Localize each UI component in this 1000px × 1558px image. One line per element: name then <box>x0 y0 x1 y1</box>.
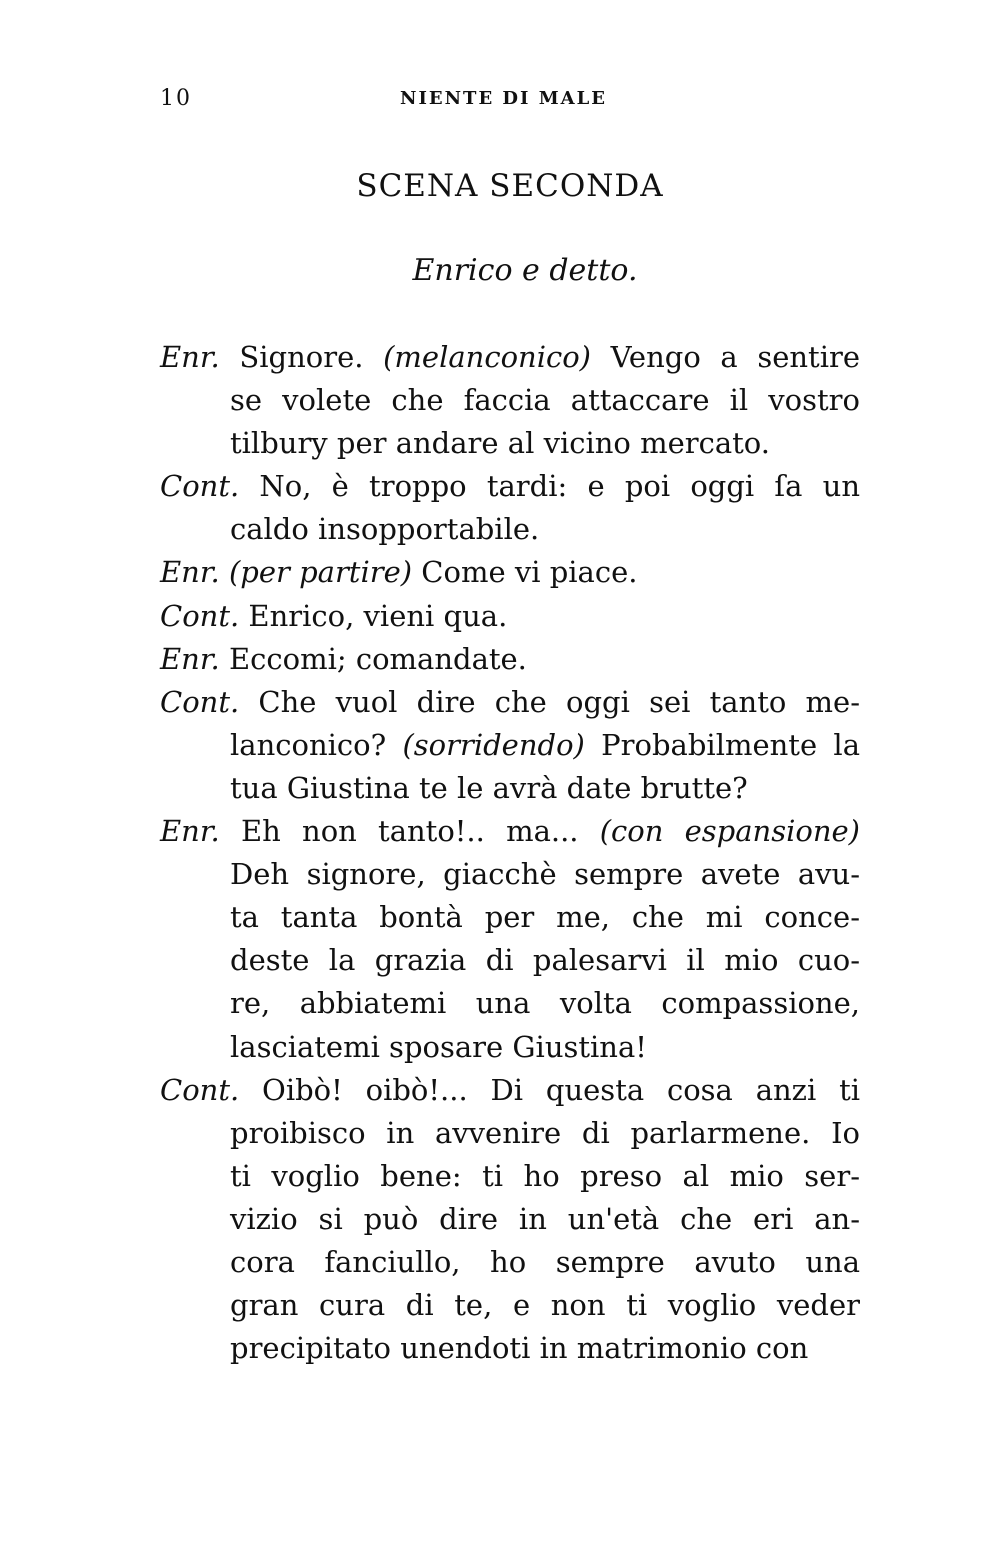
speech-line <box>230 939 860 982</box>
stage-direction: (sorridendo) <box>402 727 585 762</box>
speech-text: Oibò! oibò!... Di questa cosa anzi ti <box>239 1072 860 1107</box>
speech-line <box>230 1112 860 1155</box>
speech-text <box>220 555 229 589</box>
speaker-name: Enr. <box>160 555 220 590</box>
speech-text: gran cura di te, e non ti voglio veder <box>230 1288 860 1323</box>
page-number: 10 <box>160 86 192 111</box>
speech-line <box>230 379 860 422</box>
speech-text: caldo insopportabile. <box>230 512 540 547</box>
speech-line <box>160 810 860 853</box>
speech <box>160 551 860 594</box>
speech-text: Enrico, vieni qua. <box>239 598 508 633</box>
stage-direction: (per partire) <box>228 555 413 590</box>
speech-text: deste la grazia di palesarvi il mio cuo- <box>230 943 860 978</box>
speech-text: precipitato unendoti in matrimonio con <box>230 1331 809 1366</box>
speaker-name: Enr. <box>160 340 220 374</box>
speech-line <box>160 681 860 724</box>
speech-line <box>160 551 860 594</box>
speech-line <box>160 336 861 379</box>
speech-line <box>160 595 860 638</box>
stage-direction: (con espansione) <box>599 814 860 849</box>
stage-direction: (melanconico) <box>383 340 591 374</box>
speech-line <box>230 1198 860 1241</box>
speech-text: lasciatemi sposare Giustina! <box>230 1029 647 1064</box>
speech-line <box>230 896 860 939</box>
speech <box>160 595 860 638</box>
speech-text: tilbury per andare al vicino mercato. <box>230 426 770 461</box>
speech-text: Signore. <box>219 340 384 374</box>
speech-text: Vengo a sentire <box>591 340 861 374</box>
speaker-name: Cont. <box>160 469 240 504</box>
speech-text: Eccomi; comandate. <box>219 641 527 676</box>
dialogue <box>160 336 860 1370</box>
scene-title: SCENA SECONDA <box>356 168 664 204</box>
speech-text: Che vuol dire che oggi sei tanto me- <box>239 684 860 719</box>
speech-line <box>230 1155 860 1198</box>
speaker-name: Enr. <box>160 814 220 849</box>
speech-text: Eh non tanto!.. ma... <box>219 814 600 849</box>
speech-line <box>160 1069 860 1112</box>
speech-line <box>230 1241 860 1284</box>
running-head <box>160 86 860 116</box>
speech <box>160 1069 860 1371</box>
speech-text: ti voglio bene: ti ho preso al mio ser- <box>230 1158 860 1193</box>
speech-text: No, è troppo tardi: e poi oggi ſa un <box>239 469 860 504</box>
speech-text: Come vi piace. <box>412 555 638 590</box>
speaker-name: Cont. <box>160 684 240 719</box>
speech-text: Probabilmente la <box>584 727 860 762</box>
speech-text: se volete che faccia attaccare il vostro <box>230 383 860 418</box>
running-title: NIENTE DI MALE <box>400 88 607 109</box>
speech <box>160 336 860 465</box>
speech-text: proibisco in avvenire di parlarmene. Io <box>230 1115 860 1150</box>
speaker-name: Cont. <box>160 598 240 633</box>
speech-line <box>230 508 860 551</box>
scene-characters: Enrico e detto. <box>412 253 638 288</box>
speech-line <box>230 724 860 767</box>
speech-line <box>230 422 860 465</box>
speech-line <box>160 465 860 508</box>
speech <box>160 638 860 681</box>
speech-line <box>230 1284 860 1327</box>
speech-text: vizio si può dire in un'età che eri an- <box>230 1201 860 1236</box>
speech-text: tua Giustina te le avrà date brutte? <box>230 770 748 805</box>
speaker-name: Enr. <box>160 641 220 676</box>
speech-text: Deh signore, giacchè sempre avete avu- <box>230 857 860 892</box>
speech-line <box>230 767 860 810</box>
speech <box>160 465 860 551</box>
speech-text: lanconico? <box>230 727 403 762</box>
speech-text: re, abbiatemi una volta compassione, <box>230 986 860 1021</box>
speech-line <box>230 853 860 896</box>
speaker-name: Cont. <box>160 1072 240 1107</box>
speech-line <box>230 982 860 1025</box>
speech <box>160 681 860 810</box>
speech-line <box>230 1026 860 1069</box>
speech <box>160 810 860 1069</box>
speech-text: ta tanta bontà per me, che mi conce- <box>230 900 860 935</box>
speech-line <box>230 1327 860 1370</box>
speech-text: cora fanciullo, ho sempre avuto una <box>230 1244 860 1279</box>
speech-line <box>160 638 860 681</box>
